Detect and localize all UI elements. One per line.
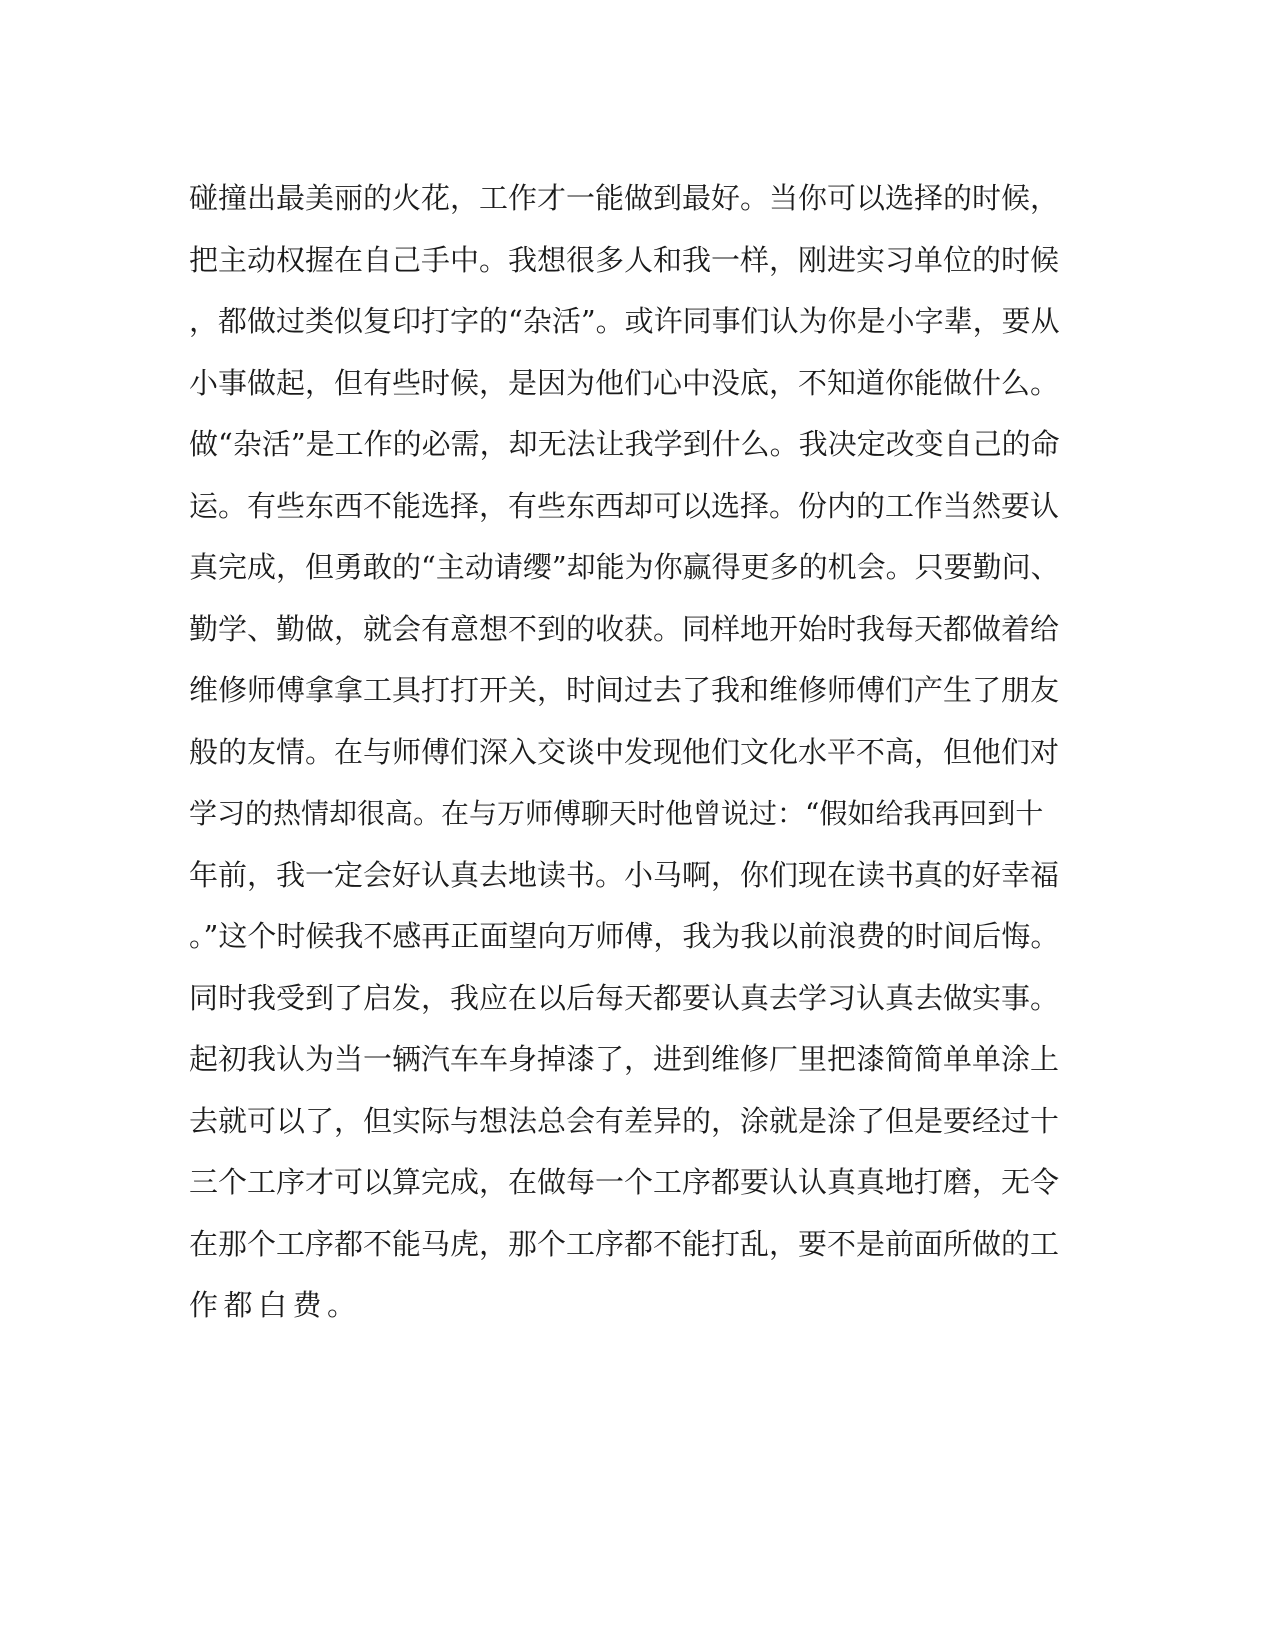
text-line: 般的友情。在与师傅们深入交谈中发现他们文化水平不高，但他们对 (189, 734, 1060, 769)
text-line: 勤学、勤做，就会有意想不到的收获。同样地开始时我每天都做着给 (189, 611, 1060, 646)
text-line: 维修师傅拿拿工具打打开关，时间过去了我和维修师傅们产生了朋友 (189, 673, 1060, 707)
text-line: 小事做起，但有些时候，是因为他们心中没底，不知道你能做什么。 (189, 365, 1060, 400)
text-line: 起初我认为当一辆汽车车身掉漆了，进到维修厂里把漆简简单单涂上 (189, 1042, 1060, 1076)
text-line: 三个工序才可以算完成，在做每一个工序都要认认真真地打磨，无令 (189, 1165, 1060, 1199)
text-line: ，都做过类似复印打字的“杂活”。或许同事们认为你是小字辈，要从 (189, 304, 1060, 338)
text-line: 作都白费。 (189, 1288, 362, 1322)
text-line: 年前，我一定会好认真去地读书。小马啊，你们现在读书真的好幸福 (189, 857, 1060, 892)
text-line: 把主动权握在自己手中。我想很多人和我一样，刚进实习单位的时候 (189, 242, 1060, 277)
text-line: 运。有些东西不能选择，有些东西却可以选择。份内的工作当然要认 (189, 488, 1060, 523)
text-line: 。”这个时候我不感再正面望向万师傅，我为我以前浪费的时间后悔。 (189, 919, 1060, 953)
text-line: 做“杂活”是工作的必需，却无法让我学到什么。我决定改变自己的命 (189, 427, 1060, 461)
text-line: 去就可以了，但实际与想法总会有差异的，涂就是涂了但是要经过十 (189, 1103, 1060, 1138)
body-text (189, 168, 1069, 1337)
text-line: 真完成，但勇敢的“主动请缨”却能为你赢得更多的机会。只要勤问、 (189, 550, 1060, 584)
text-line: 同时我受到了启发，我应在以后每天都要认真去学习认真去做实事。 (189, 980, 1060, 1015)
text-line: 在那个工序都不能马虎，那个工序都不能打乱，要不是前面所做的工 (189, 1226, 1060, 1261)
text-line: 碰撞出最美丽的火花，工作才一能做到最好。当你可以选择的时候， (189, 181, 1060, 215)
text-line: 学习的热情却很高。在与万师傅聊天时他曾说过：“假如给我再回到十 (189, 797, 1044, 830)
